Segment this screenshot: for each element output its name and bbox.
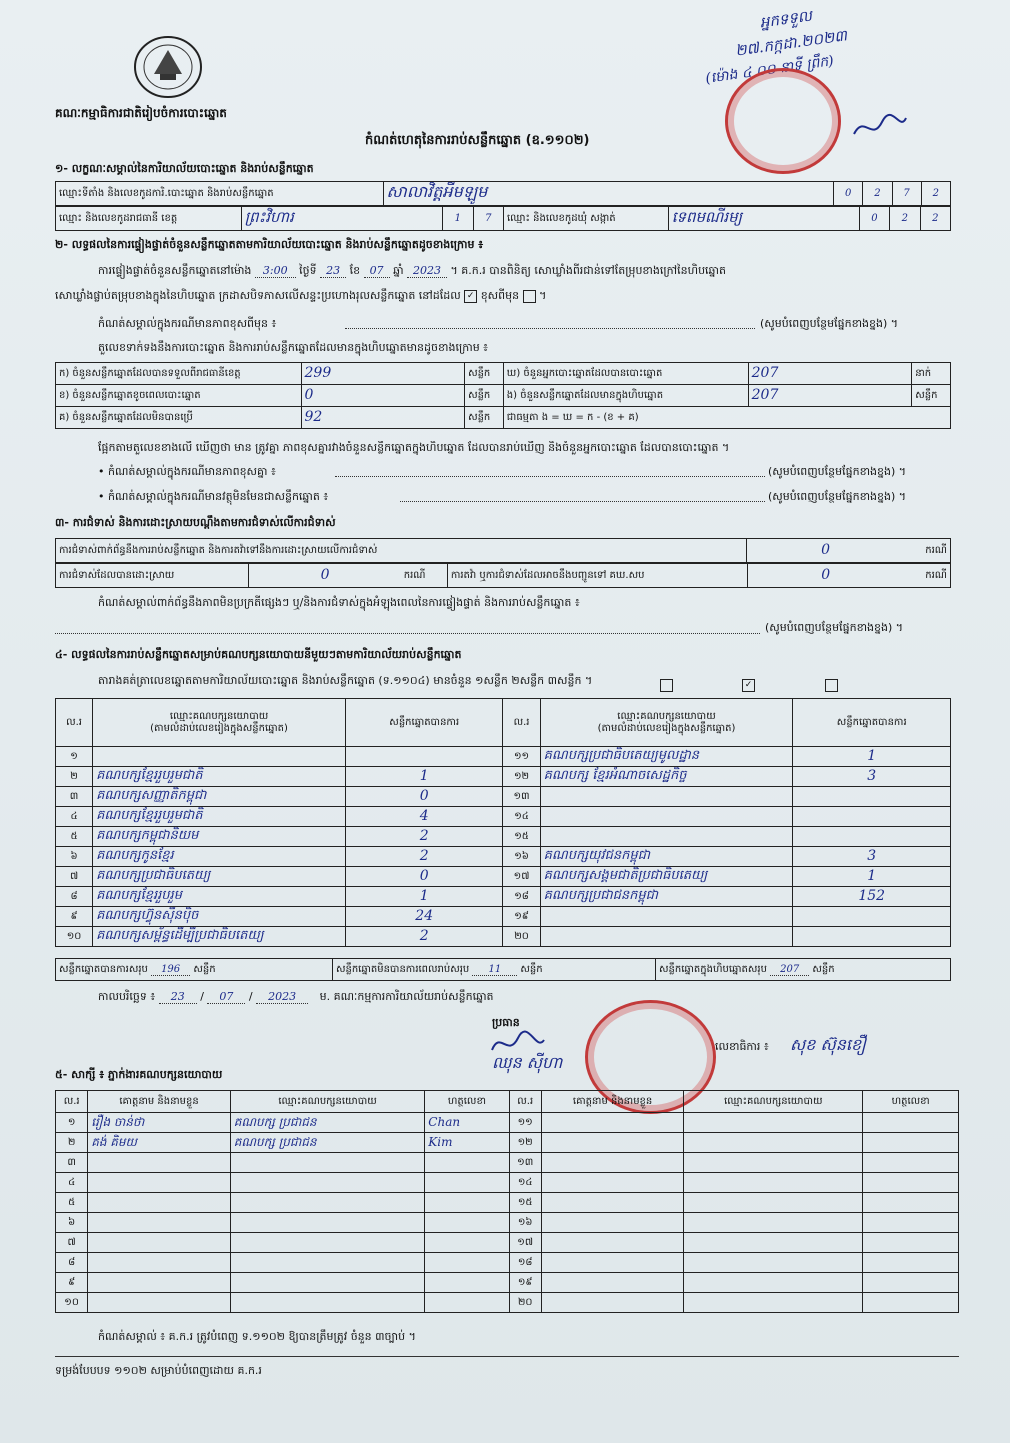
figure-ng-label: ង) ចំនួនសន្លឹកឆ្នោតដែលមានក្នុងហិបឆ្នោត: [503, 385, 748, 407]
row-no: ២: [56, 1133, 88, 1153]
figure-gh-unit: នាក់: [912, 363, 951, 385]
party-votes: 1: [419, 887, 429, 904]
results-row: [56, 827, 951, 847]
difference-note-line[interactable]: [345, 328, 755, 329]
witness-row: [56, 1153, 959, 1173]
year-label: ឆ្នាំ: [393, 264, 404, 277]
witness-signature: Chan: [428, 1114, 461, 1129]
row-no: ៩: [56, 1273, 88, 1293]
verification-month: 07: [364, 264, 390, 278]
party-votes: 2: [419, 927, 429, 944]
date-year: 2023: [256, 990, 308, 1004]
figure-formula: ជាធម្មតា ង = ឃ = ក - (ខ + គ): [503, 407, 950, 429]
row-no: ១៥: [509, 1193, 541, 1213]
row-no: ៥: [56, 1193, 88, 1213]
witness-col-no: ល.រ: [56, 1091, 88, 1113]
witness-row: [56, 1273, 959, 1293]
objection-table: [55, 538, 951, 563]
difference-note-fill: (សូមបំពេញបន្ថែមផ្នែកខាងខ្នង) ។: [760, 317, 899, 330]
party-votes: 1: [867, 747, 877, 764]
figure-ng-value: 207: [751, 386, 779, 403]
party-name: គណបក្សកម្ពុជានិយម: [96, 828, 199, 843]
row-no: ១៦: [509, 1213, 541, 1233]
figure-ng-unit: សន្លឹក: [912, 385, 951, 407]
location-code-1: 0: [844, 187, 852, 199]
witness-row: [56, 1253, 959, 1273]
row-no: ៣: [56, 787, 93, 807]
results-col-no-right: ល.រ: [503, 699, 540, 747]
party-name: គណបក្សប្រជាជនកម្ពុជា: [543, 888, 658, 903]
province-value: ព្រះវិហារ: [244, 208, 294, 226]
objection-forwarded-label: ការតវ៉ា ឬការជំទាស់ដែលអាចនឹងបញ្ជូនទៅ គឃ.សប: [447, 564, 747, 588]
row-no: ១៣: [503, 787, 540, 807]
row-no: ១៤: [509, 1173, 541, 1193]
objection-forwarded-unit: ករណី: [904, 564, 951, 588]
party-name: គណបក្សយុវជនកម្ពុជា: [543, 848, 650, 863]
results-row: [56, 887, 951, 907]
row-no: ១: [56, 747, 93, 767]
row-no: ១: [56, 1113, 88, 1133]
party-votes: 2: [419, 827, 429, 844]
province-code-1: 1: [454, 212, 462, 224]
party-votes: 1: [419, 767, 429, 784]
figure-kh-label: ខ) ចំនួនសន្លឹកឆ្នោតខូចពេលបោះឆ្នោត: [56, 385, 302, 407]
witness-signature: Kim: [428, 1134, 453, 1149]
inbox-total-label: សន្លឹកឆ្នោតក្នុងហិបឆ្នោតសរុប: [659, 963, 767, 975]
party-name: គណបក្សកូនខ្មែរ: [96, 848, 174, 863]
party-name: គណបក្សហ៊្វុនស៊ីនប៉ិច: [96, 908, 199, 923]
row-no: ១៥: [503, 827, 540, 847]
section4-heading: ៤- លទ្ធផលនៃការរាប់សន្លឹកឆ្នោតសម្រាប់គណបក្សនយោបាយនីមួយៗតាមការិយាល័យរាប់សន្លឹកឆ្នោត: [55, 648, 462, 661]
one-sheet-checkbox[interactable]: [660, 679, 673, 692]
row-no: ១៨: [509, 1253, 541, 1273]
commune-label: ឈ្មោះ និងលេខកូដឃុំ សង្កាត់: [504, 207, 669, 231]
date-line: កាលបរិច្ឆេទ ៖ 23 / 07 / 2023 ម. គណៈកម្មការការិយាល័យរាប់សន្លឹកឆ្នោត: [98, 990, 494, 1003]
party-votes: 0: [419, 867, 429, 884]
two-sheet-checkbox[interactable]: ✓: [742, 679, 755, 692]
results-row: [56, 927, 951, 947]
row-no: ១៣: [509, 1153, 541, 1173]
figure-kh-value: 0: [304, 386, 314, 403]
row-no: ២០: [503, 927, 540, 947]
committee-name: គណៈកម្មាធិការជាតិរៀបចំការបោះឆ្នោត: [55, 106, 227, 120]
date-day: 23: [159, 990, 197, 1004]
row-no: ៥: [56, 827, 93, 847]
commune-value: ទេពមណីរម្យ: [671, 208, 743, 226]
party-name: គណបក្សប្រជាធិបតេយ្យមូលដ្ឋាន: [543, 748, 699, 763]
irregularity-note: កំណត់សម្គាល់ពាក់ព័ន្ធនឹងភាពមិនប្រក្រតីផ្សេងៗ ឬ/និងការជំទាស់ក្នុងអំឡុងពេលនៃការផ្ទៀងផ្ទាត់ និងការរាប់សន្លឹកឆ្នោត ៖: [98, 596, 580, 609]
witness-row: [56, 1233, 959, 1253]
party-votes: 3: [867, 847, 877, 864]
witness-col-sign: ហត្ថលេខា: [425, 1091, 509, 1113]
witness-row: [56, 1133, 959, 1153]
party-votes: 1: [867, 867, 877, 884]
figures-table: [55, 362, 951, 429]
party-name: គណបក្សខ្មែររួបរួមជាតិ: [96, 768, 203, 783]
objection-forwarded-value: 0: [821, 566, 831, 583]
results-col-no: ល.រ: [56, 699, 93, 747]
row-no: ៤: [56, 807, 93, 827]
location-code-3: 7: [903, 187, 910, 199]
invalid-total-unit: សន្លឹក: [520, 963, 543, 975]
figure-k-unit: សន្លឹក: [465, 363, 504, 385]
row-no: ២: [56, 767, 93, 787]
inbox-total-value: 207: [770, 964, 809, 976]
irregularity-note-line[interactable]: [55, 633, 760, 634]
witness-col-no-right: ល.រ: [509, 1091, 541, 1113]
invalid-total-value: 11: [472, 964, 517, 976]
section1-table-row2: [55, 206, 951, 231]
row-no: ១៩: [509, 1273, 541, 1293]
figure-g-label: គ) ចំនួនសន្លឹកឆ្នោតដែលមិនបានប្រើ: [56, 407, 302, 429]
three-sheet-checkbox[interactable]: [825, 679, 838, 692]
results-col-votes-right: សន្លឹកឆ្នោតបានការ: [793, 699, 951, 747]
verification-text: ។ គ.ក.រ បានពិនិត្យ សោឃ្លាំងពីរជាន់ទៅតែម្រុបខាងក្រៅនៃហិបឆ្នោត: [450, 264, 727, 277]
valid-total-label: សន្លឹកឆ្នោតបានការសរុប: [59, 963, 148, 975]
objection-resolved-value: 0: [320, 566, 330, 583]
seal-status-line: សោឃ្លាំងផ្លាប់តម្រុបខាងក្នុងនៃហិបឆ្នោត ក្រដាសបិទភាសលើសន្ទះប្រហោងរុលសន្លឹកឆ្នោត នៅដដែល ✓ ខុសពីមុន ។: [55, 289, 547, 302]
province-label: ឈ្មោះ និងលេខកូដរាជធានី ខេត្ត: [56, 207, 242, 231]
month-label: ខែ: [349, 264, 361, 277]
verification-day: 23: [320, 264, 346, 278]
row-no: ១១: [509, 1113, 541, 1133]
official-stamp-top: [725, 68, 841, 174]
results-row: [56, 807, 951, 827]
objection-table-row2: [55, 563, 951, 588]
party-votes: 152: [858, 887, 886, 904]
witness-row: [56, 1173, 959, 1193]
row-no: ១១: [503, 747, 540, 767]
emblem-icon: [132, 34, 204, 100]
verification-time-line: [98, 264, 726, 278]
results-col-party-right: ឈ្មោះគណបក្សនយោបាយ: [617, 710, 716, 722]
witness-col-sign-right: ហត្ថលេខា: [863, 1091, 959, 1113]
results-row: [56, 867, 951, 887]
section3-heading: ៣- ការជំទាស់ និងការដោះស្រាយបណ្ដឹងតាមការជំទាស់លើការជំទាស់: [55, 516, 336, 529]
location-code-2: 2: [874, 187, 881, 199]
party-votes: 24: [415, 907, 434, 924]
form-title: កំណត់ហេតុនៃការរាប់សន្លឹកឆ្នោត (ឧ.១១០២): [365, 133, 590, 148]
results-col-votes: សន្លឹកឆ្នោតបានការ: [345, 699, 503, 747]
location-label: ឈ្មោះទីតាំង និងលេខកូដការិ.បោះឆ្នោត និងរាប់សន្លឹកឆ្នោត: [56, 182, 384, 206]
party-votes: 0: [419, 787, 429, 804]
row-no: ១០: [56, 927, 93, 947]
witness-name: គង់ គិមយ: [91, 1134, 137, 1149]
final-note: កំណត់សម្គាល់ ៖ គ.ក.រ ត្រូវបំពេញ ទ.១១០២ ឱ្យបានត្រឹមត្រូវ ចំនួន ៣ច្បាប់ ។: [98, 1330, 416, 1343]
tally-sheet-intro: តារាងគត់ត្រាលេខឆ្នោតតាមការិយាល័យបោះឆ្នោត និងរាប់សន្លឹកឆ្នោត (ទ.១១០៤) មានចំនួន ១សន្លឹក ២សន្លឹក ៣សន្លឹក ។: [98, 674, 593, 687]
section2-heading: ២- លទ្ធផលនៃការផ្ទៀងផ្ទាត់ចំនួនសន្លឹកឆ្នោតតាមការិយាល័យបោះឆ្នោត និងរាប់សន្លឹកឆ្នោតដូចខាងក្រោម ៖: [55, 238, 484, 251]
verification-time: 3:00: [255, 264, 296, 278]
row-no: ៩: [56, 907, 93, 927]
verification-year: 2023: [407, 264, 447, 278]
date-month: 07: [207, 990, 245, 1004]
location-code-4: 2: [932, 187, 940, 199]
row-no: ១៦: [503, 847, 540, 867]
results-row: [56, 907, 951, 927]
figure-gh-label: ឃ) ចំនួនអ្នកបោះឆ្នោតដែលបានបោះឆ្នោត: [503, 363, 748, 385]
objection-row1-unit: ករណី: [904, 539, 951, 563]
irregularity-note-fill: (សូមបំពេញបន្ថែមផ្នែកខាងខ្នង) ។: [765, 621, 904, 634]
footer-divider: [55, 1356, 959, 1357]
objection-resolved-label: ការជំទាស់ដែលបានដោះស្រាយ: [56, 564, 249, 588]
party-name: គណបក្សខ្មែររួបរួមជាតិ: [96, 808, 203, 823]
party-votes: 2: [419, 847, 429, 864]
chair-name: ឈុន ស៊ីហា: [492, 1053, 563, 1072]
witness-row: [56, 1193, 959, 1213]
row-no: ៤: [56, 1173, 88, 1193]
verification-time-label: ការផ្ទៀងផ្ទាត់ចំនួនសន្លឹកឆ្នោតនៅម៉ោង: [98, 264, 252, 277]
comparison-text: ផ្អែកតាមតួលេខខាងលើ ឃើញថា មាន ត្រូវគ្នា ភាពខុសគ្នារវាងចំនួនសន្លឹកឆ្នោតក្នុងហិបឆ្នោត ដែលបានរាប់ឃើញ និងចំនួនអ្នកបោះឆ្នោត ដែលបានបោះឆ្នោត ។: [98, 441, 730, 454]
chair-label: ប្រធាន: [492, 1016, 520, 1029]
bullet-difference: • កំណត់សម្គាល់ក្នុងករណីមានភាពខុសគ្នា ៖: [98, 465, 276, 478]
results-col-party: ឈ្មោះគណបក្សនយោបាយ: [169, 710, 269, 722]
commune-code-2: 2: [901, 212, 908, 224]
row-no: ៣: [56, 1153, 88, 1173]
changed-checkbox[interactable]: [523, 290, 536, 303]
totals-table: [55, 958, 951, 981]
invalid-total-label: សន្លឹកឆ្នោតមិនបានការពេលរាប់សរុប: [335, 963, 470, 975]
inbox-total-unit: សន្លឹក: [812, 963, 835, 975]
signature-icon: [850, 112, 910, 142]
witness-body: [56, 1113, 959, 1313]
party-votes: 3: [867, 767, 877, 784]
row-no: ៨: [56, 1253, 88, 1273]
section1-heading: ១- លក្ខណៈសម្គាល់នៃការិយាល័យបោះឆ្នោត និងរាប់សន្លឹកឆ្នោត: [55, 162, 314, 175]
objection-row1-label: ការជំទាស់ពាក់ព័ន្ធនឹងការរាប់សន្លឹកឆ្នោត និងការតវ៉ាទៅនឹងការដោះស្រាយលើការជំទាស់: [56, 539, 747, 563]
row-no: ១៧: [503, 867, 540, 887]
row-no: ៨: [56, 887, 93, 907]
received-note-2: ២៧.កក្កដា.២០២៣: [734, 26, 849, 60]
witness-table: [55, 1090, 959, 1313]
results-row: [56, 847, 951, 867]
party-name: គណបក្សសង្គមជាតិប្រជាធិបតេយ្យ: [543, 868, 708, 883]
figure-k-value: 299: [304, 364, 332, 381]
figure-g-unit: សន្លឹក: [465, 407, 504, 429]
received-note-1: អ្នកទទួល: [758, 6, 814, 32]
row-no: ២០: [509, 1293, 541, 1313]
results-row: [56, 787, 951, 807]
results-row: [56, 767, 951, 787]
party-votes: 4: [419, 807, 429, 824]
row-no: ៦: [56, 1213, 88, 1233]
province-code-2: 7: [485, 212, 492, 224]
witness-row: [56, 1293, 959, 1313]
figure-gh-value: 207: [751, 364, 779, 381]
date-label: កាលបរិច្ឆេទ ៖: [98, 990, 156, 1003]
row-no: ១២: [503, 767, 540, 787]
witness-col-party-right: ឈ្មោះគណបក្សនយោបាយ: [684, 1091, 863, 1113]
difference-note-label: កំណត់សម្គាល់ក្នុងករណីមានភាពខុសពីមុន ៖: [98, 317, 277, 330]
witness-col-party: ឈ្មោះគណបក្សនយោបាយ: [230, 1091, 425, 1113]
figures-intro: តួលេខទាក់ទងនឹងការបោះឆ្នោត និងការរាប់សន្លឹកឆ្នោតដែលមានក្នុងហិបឆ្នោតមានដូចខាងក្រោម ៖: [98, 341, 489, 354]
secretary-label: លេខាធិការ ៖: [715, 1040, 769, 1053]
section1-table: [55, 181, 951, 206]
row-no: ៧: [56, 1233, 88, 1253]
row-no: ៧: [56, 867, 93, 887]
changed-label: ខុសពីមុន: [480, 289, 520, 302]
bullet-object-fill: (សូមបំពេញបន្ថែមផ្នែកខាងខ្នង) ។: [768, 490, 907, 503]
valid-total-value: 196: [151, 964, 190, 976]
row-no: ១៨: [503, 887, 540, 907]
row-no: ១៩: [503, 907, 540, 927]
results-col-party-sub: (តាមលំដាប់លេខរៀងក្នុងសន្លឹកឆ្នោត): [150, 722, 288, 734]
figure-k-label: ក) ចំនួនសន្លឹកឆ្នោតដែលបានទទួលពីរាជធានីខេត្ត: [56, 363, 302, 385]
row-no: ១២: [509, 1133, 541, 1153]
chair-signature-icon: [488, 1030, 548, 1058]
unchanged-checkbox[interactable]: ✓: [464, 290, 477, 303]
bullet-object: • កំណត់សម្គាល់ក្នុងករណីមានវត្ថុមិនមែនជាសន្លឹកឆ្នោត ៖: [98, 490, 329, 503]
row-no: ៦: [56, 847, 93, 867]
witness-party: គណបក្ស ប្រជាជន: [233, 1134, 317, 1149]
committee-sign-label: ម. គណៈកម្មការការិយាល័យរាប់សន្លឹកឆ្នោត: [319, 990, 494, 1003]
location-value: សាលាវិត្តអីមឡូម: [386, 182, 488, 201]
row-no: ១៧: [509, 1233, 541, 1253]
footer-text: ទម្រង់បែបបទ ១១០២ សម្រាប់បំពេញដោយ គ.ក.រ: [55, 1364, 262, 1377]
received-note-3: (ម៉ោង ៤ ០០ នាទី ព្រឹក): [704, 53, 835, 87]
party-name: គណបក្សខ្មែររួបរួម: [96, 888, 182, 903]
results-body: [56, 747, 951, 947]
witness-col-name: គោត្តនាម និងនាមខ្លួន: [88, 1091, 231, 1113]
results-col-party-sub-right: (តាមលំដាប់លេខរៀងក្នុងសន្លឹកឆ្នោត): [597, 722, 736, 734]
bullet-difference-fill: (សូមបំពេញបន្ថែមផ្នែកខាងខ្នង) ។: [768, 465, 907, 478]
commune-code-3: 2: [932, 212, 939, 224]
witness-row: [56, 1213, 959, 1233]
figure-g-value: 92: [304, 408, 323, 425]
party-name: គណបក្សសញ្ញាតិកម្ពុជា: [96, 788, 207, 803]
commune-code-1: 0: [871, 212, 878, 224]
party-name: គណបក្សសម្ព័ន្ធដើម្បីប្រជាធិបតេយ្យ: [96, 928, 264, 943]
day-label: ថ្ងៃទី: [299, 264, 317, 277]
witness-party: គណបក្ស ប្រជាជន: [233, 1114, 317, 1129]
witness-row: [56, 1113, 959, 1133]
bullet-object-line[interactable]: [400, 501, 765, 502]
valid-total-unit: សន្លឹក: [193, 963, 216, 975]
bullet-difference-line[interactable]: [335, 476, 765, 477]
party-name: គណបក្ស ខ្មែរអំណាចសេដ្ឋកិច្ច: [543, 768, 687, 783]
witness-col-name-right: គោត្តនាម និងនាមខ្លួន: [541, 1091, 684, 1113]
figure-kh-unit: សន្លឹក: [465, 385, 504, 407]
section5-heading: ៥- សាក្សី ៖ ភ្នាក់ងារគណបក្សនយោបាយ: [55, 1068, 223, 1081]
row-no: ១៤: [503, 807, 540, 827]
seal-status-text: សោឃ្លាំងផ្លាប់តម្រុបខាងក្នុងនៃហិបឆ្នោត ក្រដាសបិទភាសលើសន្ទះប្រហោងរុលសន្លឹកឆ្នោត នៅដដែល: [55, 289, 461, 302]
witness-name: រឿង ចាន់ថា: [91, 1114, 145, 1129]
results-table: [55, 698, 951, 947]
row-no: ១០: [56, 1293, 88, 1313]
results-row: [56, 747, 951, 767]
objection-resolved-unit: ករណី: [401, 564, 448, 588]
objection-row1-value: 0: [821, 541, 831, 558]
party-name: គណបក្សប្រជាធិបតេយ្យ: [96, 868, 211, 883]
secretary-name: សុខ ស៊ុនខឿ: [790, 1035, 866, 1054]
